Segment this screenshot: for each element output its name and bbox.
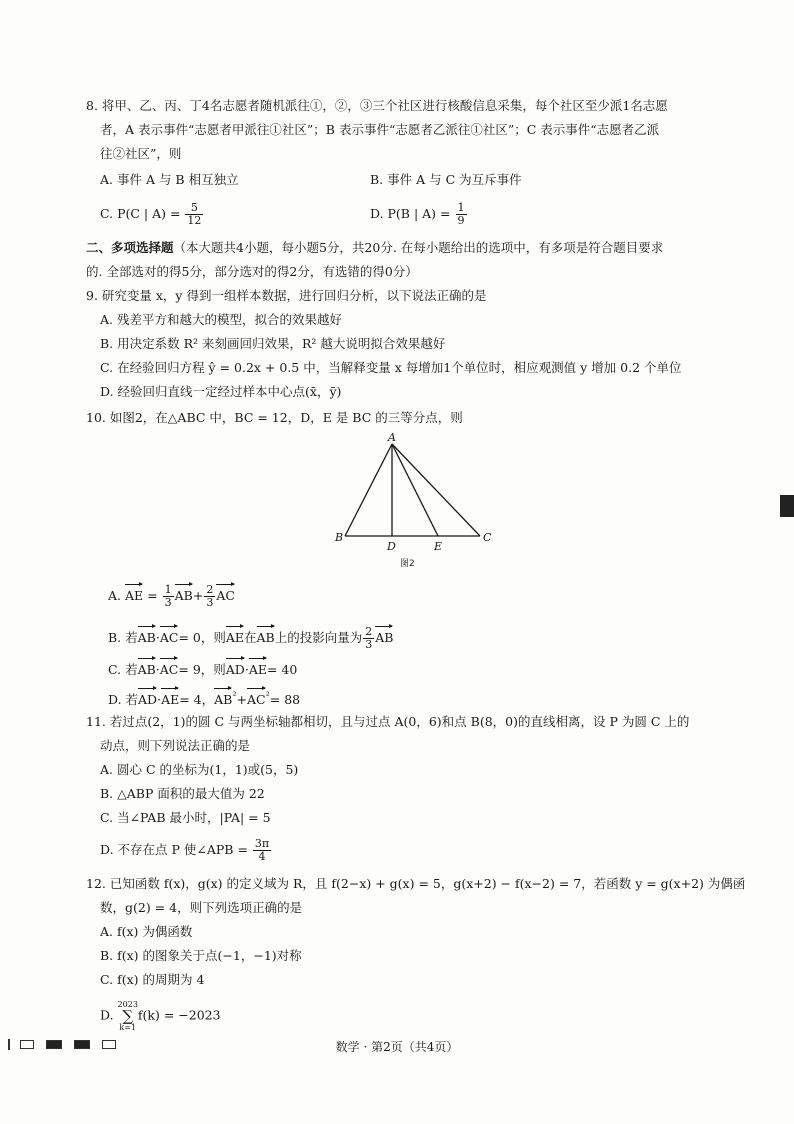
q8-option-d-text: D. P(B | A) =	[370, 206, 451, 221]
q8-stem-line-2: 者，A 表示事件“志愿者甲派往①社区”；B 表示事件“志愿者乙派往①社区”；C 表示事件“志愿者乙派	[100, 122, 660, 137]
page-footer: 数学 · 第2页（共4页）	[335, 1040, 459, 1054]
q11-option-a: A. 圆心 C 的坐标为(1，1)或(5，5)	[100, 762, 299, 777]
q10-option-c: C. 若AB·AC= 9，则AD·AE= 40	[108, 656, 297, 680]
q10-stem: 10. 如图2，在△ABC 中，BC = 12，D，E 是 BC 的三等分点，则	[86, 410, 463, 425]
q10-option-d: D. 若AD·AE= 4，$AB^{^2}+AC^{^2}= 88$	[108, 686, 300, 710]
segment-ae	[392, 444, 438, 536]
side-binding-mark	[780, 495, 794, 517]
label-e: E	[434, 540, 443, 553]
label-c: C	[483, 531, 492, 544]
q9-option-a: A. 残差平方和越大的模型，拟合的效果越好	[100, 312, 342, 327]
q8-stem-line-1: 8. 将甲、乙、丙、丁4名志愿者随机派往①，②，③三个社区进行核酸信息采集，每个社区至少派1名志愿	[86, 98, 668, 113]
q8-option-c	[100, 202, 204, 227]
q8-option-c-fraction: $\frac{5}{12}$	[187, 201, 202, 227]
q11-option-b: B. △ABP 面积的最大值为 22	[100, 786, 265, 801]
q11-option-d-fraction: $\frac{3\pi}{4}$	[254, 837, 270, 863]
q9-option-d: D. 经验回归直线一定经过样本中心点(x̄，ȳ)	[100, 384, 342, 399]
q8-option-c-text: C. P(C | A) =	[100, 206, 181, 221]
q8-stem-line-3: 往②社区”，则	[100, 146, 182, 161]
label-d: D	[387, 540, 396, 553]
figure-caption: 图2	[400, 559, 415, 569]
q12-option-d: D. 2023 ∑ k=1f(k) = −2023	[100, 1000, 221, 1032]
q12-option-a: A. f(x) 为偶函数	[100, 924, 193, 939]
q11-option-d	[100, 838, 272, 863]
section-2-instructions-line-2: 的. 全部选对的得5分，部分选对的得2分，有选错的得0分）	[86, 264, 418, 279]
q9-option-c: C. 在经验回归方程 ŷ = 0.2x + 0.5 中，当解释变量 x 每增加1个单位时，相应观测值 y 增加 0.2 个单位	[100, 360, 682, 375]
q8-option-a: A. 事件 A 与 B 相互独立	[100, 172, 239, 187]
q8-option-d-fraction: $\frac{1}{9}$	[457, 201, 465, 227]
q12-option-b: B. f(x) 的图象关于点(−1，−1)对称	[100, 948, 302, 963]
label-b: B	[335, 531, 344, 544]
q8-option-d	[370, 202, 468, 227]
label-a: A	[388, 431, 396, 444]
q10-figure	[330, 428, 500, 570]
segment-ac	[392, 444, 480, 536]
section-2-instructions: （本大题共4小题，每小题5分，共20分. 在每小题给出的选项中，有多项是符合题目要求	[173, 240, 664, 255]
q9-option-b: B. 用决定系数 R² 来刻画回归效果，R² 越大说明拟合效果越好	[100, 336, 446, 351]
q12-stem-line-2: 数，g(2) = 4，则下列选项正确的是	[100, 900, 303, 915]
q10-option-a: A. AE = $\frac{1}{3}$ AB+ $\frac{2}{3}$ AC	[108, 583, 235, 609]
q9-stem: 9. 研究变量 x，y 得到一组样本数据，进行回归分析，以下说法正确的是	[86, 288, 487, 303]
section-2-title: 二、多项选择题	[86, 240, 174, 255]
q12-option-c: C. f(x) 的周期为 4	[100, 972, 205, 987]
summation: 2023 ∑ k=1	[117, 1000, 138, 1032]
section-2-header	[86, 238, 663, 258]
q11-option-c: C. 当∠PAB 最小时，|PA| = 5	[100, 810, 271, 825]
q12-stem-line-1: 12. 已知函数 f(x)，g(x) 的定义域为 R，且 f(2−x) + g(x) = 5，g(x+2) − f(x−2) = 7，若函数 y = g(x+2) 为偶函	[86, 876, 746, 891]
q10-option-b: B. 若AB·AC= 0，则AE在AB上的投影向量为 $\frac{2}{3}$ AB	[108, 625, 394, 651]
q11-stem-line-2: 动点，则下列说法正确的是	[100, 738, 251, 753]
q11-option-d-text: D. 不存在点 P 使∠APB =	[100, 842, 248, 857]
segment-ab	[345, 444, 392, 536]
q11-stem-line-1: 11. 若过点(2，1)的圆 C 与两坐标轴都相切，且与过点 A(0，6)和点 B(8，0)的直线相离，设 P 为圆 C 上的	[86, 714, 690, 729]
q8-option-b: B. 事件 A 与 C 为互斥事件	[370, 172, 522, 187]
